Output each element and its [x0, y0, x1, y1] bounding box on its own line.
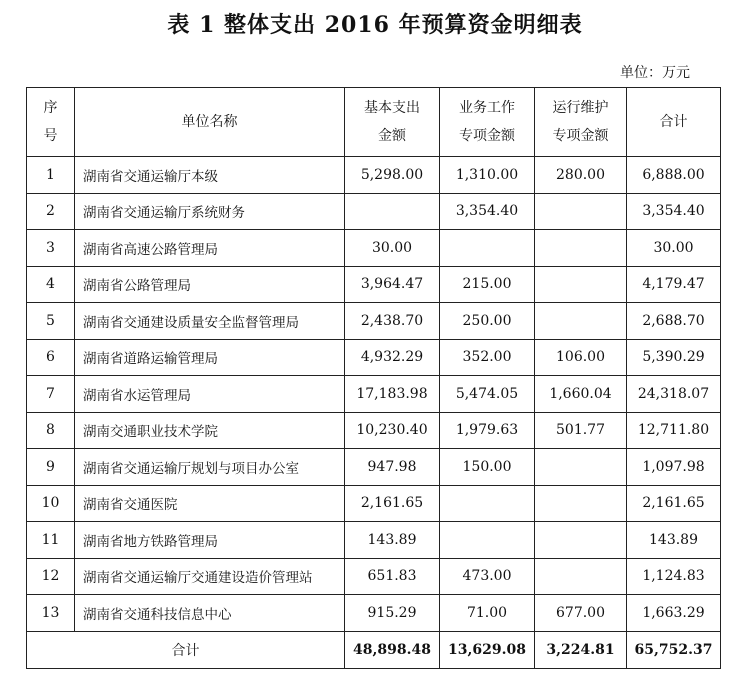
header-maintenance-line2: 专项金额 — [552, 128, 609, 144]
row-unit-name: 湖南省交通运输厅交通建设造价管理站 — [75, 558, 345, 595]
row-total: 6,888.00 — [627, 157, 721, 194]
row-maintenance: 106.00 — [535, 339, 627, 376]
row-index: 6 — [27, 339, 75, 376]
header-basic — [345, 88, 440, 157]
table-row — [27, 303, 721, 340]
header-business — [440, 88, 535, 157]
row-business — [440, 522, 535, 559]
row-maintenance — [535, 230, 627, 267]
header-total: 合计 — [627, 88, 721, 157]
row-unit-name: 湖南省高速公路管理局 — [75, 230, 345, 267]
row-index: 10 — [27, 485, 75, 522]
row-total: 1,124.83 — [627, 558, 721, 595]
row-total: 3,354.40 — [627, 193, 721, 230]
row-business: 215.00 — [440, 266, 535, 303]
row-maintenance: 1,660.04 — [535, 376, 627, 413]
row-business: 473.00 — [440, 558, 535, 595]
header-index-line1: 序 — [43, 100, 58, 116]
row-business: 3,354.40 — [440, 193, 535, 230]
row-total: 1,097.98 — [627, 449, 721, 486]
row-business: 5,474.05 — [440, 376, 535, 413]
total-label: 合计 — [27, 631, 345, 668]
row-business: 150.00 — [440, 449, 535, 486]
row-unit-name: 湖南省交通医院 — [75, 485, 345, 522]
row-index: 12 — [27, 558, 75, 595]
row-business: 250.00 — [440, 303, 535, 340]
row-unit-name: 湖南省交通运输厅本级 — [75, 157, 345, 194]
table-row — [27, 376, 721, 413]
header-index — [27, 88, 75, 157]
row-maintenance: 677.00 — [535, 595, 627, 632]
row-unit-name: 湖南省交通运输厅规划与项目办公室 — [75, 449, 345, 486]
row-total: 2,161.65 — [627, 485, 721, 522]
row-basic: 2,438.70 — [345, 303, 440, 340]
row-index: 4 — [27, 266, 75, 303]
row-basic: 915.29 — [345, 595, 440, 632]
row-maintenance — [535, 522, 627, 559]
row-maintenance: 501.77 — [535, 412, 627, 449]
row-business: 1,979.63 — [440, 412, 535, 449]
row-total: 1,663.29 — [627, 595, 721, 632]
row-basic: 10,230.40 — [345, 412, 440, 449]
total-row — [27, 631, 721, 668]
row-total: 2,688.70 — [627, 303, 721, 340]
row-total: 4,179.47 — [627, 266, 721, 303]
row-maintenance: 280.00 — [535, 157, 627, 194]
row-basic: 3,964.47 — [345, 266, 440, 303]
row-unit-name: 湖南省交通运输厅系统财务 — [75, 193, 345, 230]
header-basic-line1: 基本支出 — [364, 100, 420, 116]
table-row — [27, 230, 721, 267]
row-maintenance — [535, 485, 627, 522]
row-index: 11 — [27, 522, 75, 559]
total-business: 13,629.08 — [440, 631, 535, 668]
row-unit-name: 湖南省交通建设质量安全监督管理局 — [75, 303, 345, 340]
row-basic: 651.83 — [345, 558, 440, 595]
row-total: 5,390.29 — [627, 339, 721, 376]
row-maintenance — [535, 266, 627, 303]
table-body — [27, 157, 721, 632]
total-maintenance: 3,224.81 — [535, 631, 627, 668]
table-row — [27, 266, 721, 303]
header-row — [27, 88, 721, 157]
row-index: 13 — [27, 595, 75, 632]
row-unit-name: 湖南省公路管理局 — [75, 266, 345, 303]
row-index: 8 — [27, 412, 75, 449]
row-basic: 947.98 — [345, 449, 440, 486]
row-total: 30.00 — [627, 230, 721, 267]
row-basic: 5,298.00 — [345, 157, 440, 194]
header-business-line1: 业务工作 — [459, 100, 515, 116]
document-title: 表 1 整体支出 2016 年预算资金明细表 — [167, 12, 583, 38]
table-row — [27, 522, 721, 559]
row-basic: 143.89 — [345, 522, 440, 559]
unit-label: 单位：万元 — [620, 65, 690, 81]
table-row — [27, 485, 721, 522]
table-row — [27, 558, 721, 595]
row-maintenance — [535, 193, 627, 230]
table-row — [27, 412, 721, 449]
row-maintenance — [535, 449, 627, 486]
table-row — [27, 595, 721, 632]
header-maintenance-line1: 运行维护 — [552, 100, 609, 116]
total-basic: 48,898.48 — [345, 631, 440, 668]
row-business: 71.00 — [440, 595, 535, 632]
row-total: 12,711.80 — [627, 412, 721, 449]
row-basic — [345, 193, 440, 230]
row-basic: 2,161.65 — [345, 485, 440, 522]
header-index-line2: 号 — [43, 128, 58, 144]
row-business: 352.00 — [440, 339, 535, 376]
row-business: 1,310.00 — [440, 157, 535, 194]
row-unit-name: 湖南省交通科技信息中心 — [75, 595, 345, 632]
row-total: 24,318.07 — [627, 376, 721, 413]
row-unit-name: 湖南交通职业技术学院 — [75, 412, 345, 449]
header-business-line2: 专项金额 — [459, 128, 515, 144]
row-basic: 30.00 — [345, 230, 440, 267]
row-maintenance — [535, 558, 627, 595]
budget-table — [26, 87, 721, 669]
row-business — [440, 485, 535, 522]
table-row — [27, 339, 721, 376]
table-row — [27, 157, 721, 194]
row-index: 9 — [27, 449, 75, 486]
row-total: 143.89 — [627, 522, 721, 559]
row-business — [440, 230, 535, 267]
table-row — [27, 449, 721, 486]
row-index: 3 — [27, 230, 75, 267]
row-basic: 17,183.98 — [345, 376, 440, 413]
header-maintenance — [535, 88, 627, 157]
row-maintenance — [535, 303, 627, 340]
header-unit-name: 单位名称 — [75, 88, 345, 157]
row-unit-name: 湖南省道路运输管理局 — [75, 339, 345, 376]
row-index: 2 — [27, 193, 75, 230]
row-index: 5 — [27, 303, 75, 340]
total-sum: 65,752.37 — [627, 631, 721, 668]
row-unit-name: 湖南省水运管理局 — [75, 376, 345, 413]
row-basic: 4,932.29 — [345, 339, 440, 376]
table-row — [27, 193, 721, 230]
row-unit-name: 湖南省地方铁路管理局 — [75, 522, 345, 559]
row-index: 7 — [27, 376, 75, 413]
header-basic-line2: 金额 — [378, 128, 406, 144]
row-index: 1 — [27, 157, 75, 194]
